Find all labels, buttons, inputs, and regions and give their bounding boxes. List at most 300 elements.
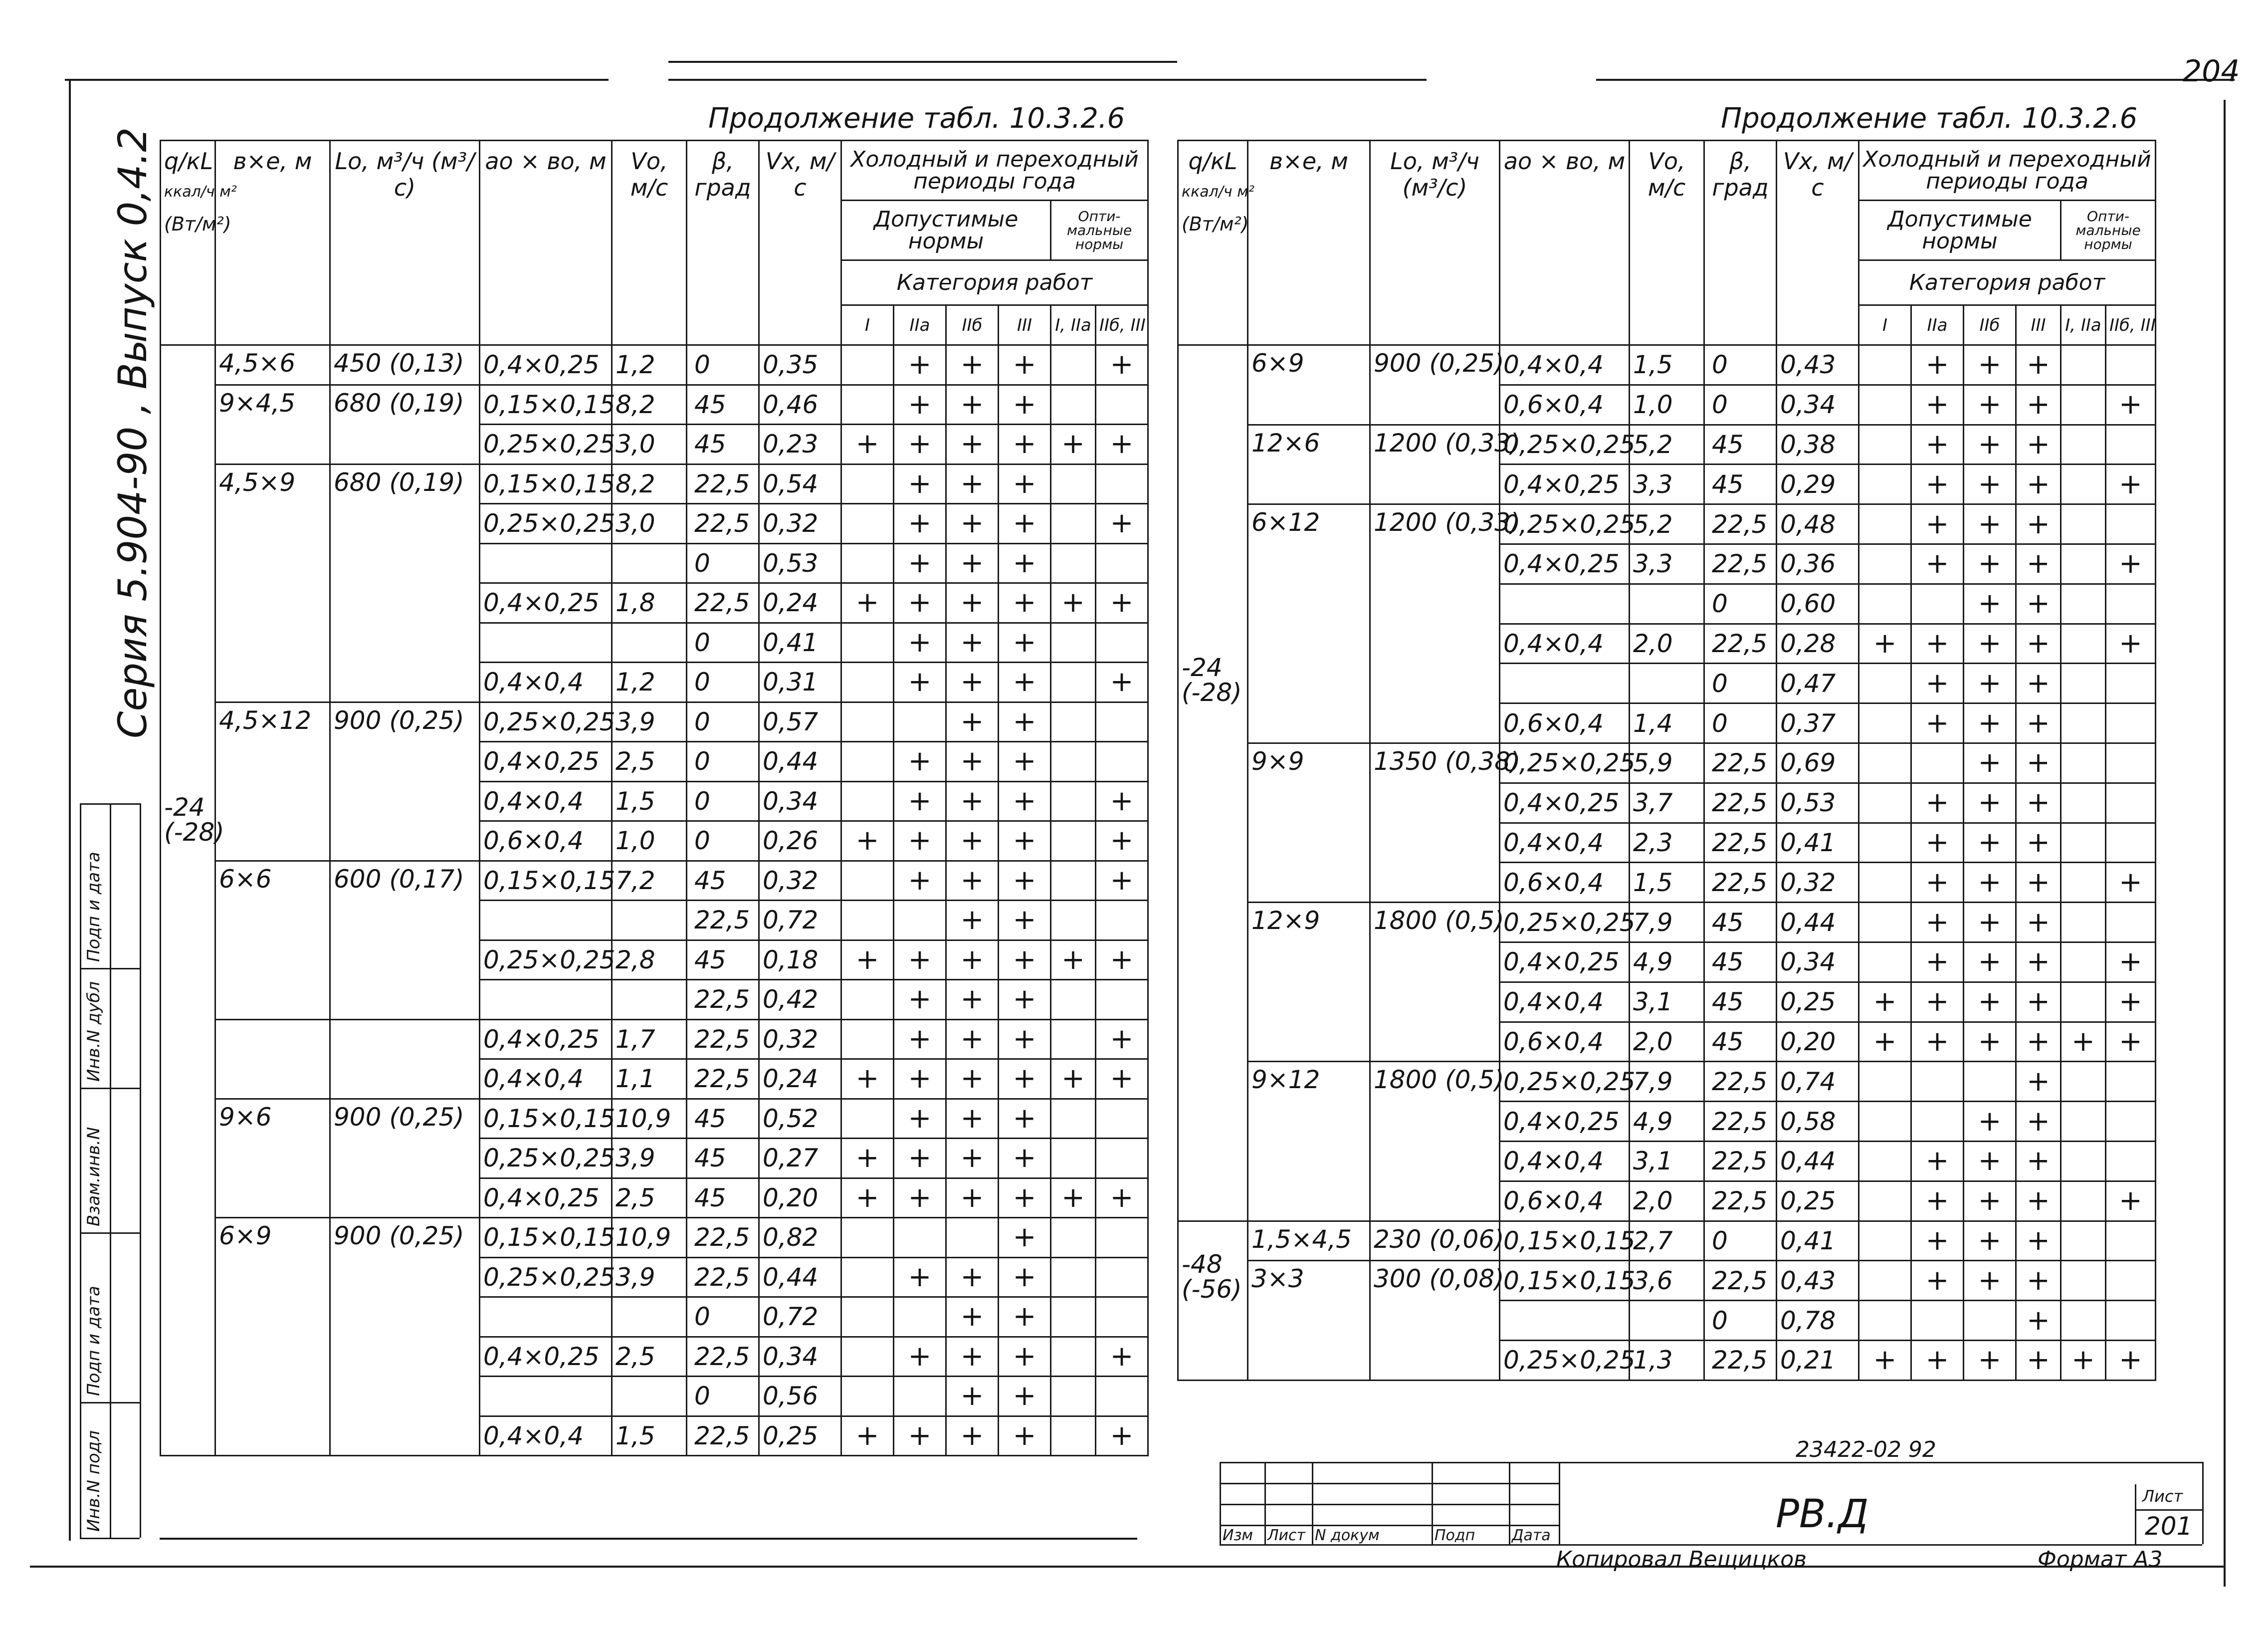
cell-mark [841,1257,894,1297]
cell-mark: + [1964,544,2016,584]
cell-beta: 22,5 [687,504,759,544]
cell-mark: + [1911,982,1964,1022]
cell-mark: + [999,1218,1051,1258]
cell-mark: + [2016,425,2061,465]
cell-vx: 0,34 [1777,942,1859,982]
header-vo: Vо, м/с [1630,141,1704,345]
header-category: Категория работ [841,260,1148,305]
cell-mark: + [1911,425,1964,465]
cell-mark [1859,1102,1911,1142]
cell-mark: + [1911,664,1964,703]
cell-mark: + [2016,664,2061,703]
cell-mark [1051,1297,1096,1337]
table-row [1178,504,2156,544]
cell-mark: + [1964,345,2016,385]
cell-beta: 22,5 [687,1416,759,1456]
cell-mark: + [999,663,1051,702]
cell-bxl: 9×6 [215,1099,330,1218]
cell-mark [841,980,894,1020]
header-cat-1: IIа [1911,305,1964,345]
cell-mark: + [1911,1340,1964,1380]
right-table [1177,140,2156,1381]
cell-vo: 1,5 [612,781,687,821]
cell-mark [1911,1062,1964,1102]
cell-vo: 2,5 [612,742,687,782]
cell-beta: 22,5 [1704,1261,1777,1301]
cell-beta: 0 [687,1377,759,1416]
cell-mark: + [2106,942,2156,982]
cell-mark [1859,1062,1911,1102]
cell-mark [1051,742,1096,782]
cell-bxl: 9×12 [1248,1062,1370,1221]
header-cat-0: I [1859,305,1911,345]
stamp-grid-col [1432,1462,1433,1544]
cell-beta: 22,5 [1704,1141,1777,1181]
cell-vx: 0,46 [759,385,841,425]
cell-mark: + [946,861,999,901]
cell-q-value-w: (-56) [1182,1274,1242,1304]
header-q-unit: ккал/ч м² [1182,183,1254,201]
cell-mark: + [946,425,999,465]
cell-mark: + [894,663,946,702]
cell-vo: 1,7 [612,1019,687,1059]
cell-mark: + [894,1416,946,1456]
cell-mark: + [1964,1261,2016,1301]
stamp-header-0: Изм [1223,1527,1253,1544]
table-row [1178,345,2156,385]
cell-mark [2106,1301,2156,1341]
cell-aobo: 0,6×0,4 [1500,385,1630,425]
table-row [1178,1062,2156,1102]
cell-vo: 1,1 [612,1059,687,1099]
cell-beta: 22,5 [1704,1102,1777,1142]
cell-mark: + [946,1416,999,1456]
cell-vo: 1,0 [1630,385,1704,425]
cell-vo: 3,1 [1630,1141,1704,1181]
header-aobo: ао × во, м [1500,141,1630,345]
cell-mark [841,901,894,940]
cell-mark [1051,1019,1096,1059]
header-optimal: Опти- мальные нормы [2061,201,2156,260]
cell-q-value: -48 [1182,1249,1223,1279]
cell-mark: + [1096,663,1148,702]
header-bxl: в×е, м [215,141,330,345]
cell-mark: + [1911,1221,1964,1261]
cell-mark [1859,1301,1911,1341]
cell-beta: 22,5 [1704,863,1777,903]
cell-beta: 0 [687,742,759,782]
cell-mark [2061,863,2106,903]
header-q-unit-w: (Вт/м²) [1182,213,1249,235]
cell-q-value-w: (-28) [1182,678,1242,707]
cell-mark: + [946,504,999,544]
cell-mark: + [2106,544,2156,584]
cell-vx: 0,72 [759,1297,841,1337]
cell-beta: 22,5 [687,980,759,1020]
cell-vo: 1,5 [612,1416,687,1456]
cell-mark [1859,942,1911,982]
cell-mark [841,1218,894,1258]
cell-mark: + [999,980,1051,1020]
cell-vo [612,1377,687,1416]
cell-bxl: 4,5×6 [215,345,330,385]
cell-mark: + [2106,863,2156,903]
cell-beta: 22,5 [687,1019,759,1059]
cell-mark: + [894,861,946,901]
cell-aobo: 0,4×0,4 [480,1059,612,1099]
cell-mark: + [2106,1181,2156,1221]
side-stamp-label: Подп и дата [84,852,104,962]
cell-mark: + [2016,1221,2061,1261]
side-stamp-label: Подп и дата [84,1286,104,1396]
cell-mark [1051,1257,1096,1297]
cell-vo: 4,9 [1630,1102,1704,1142]
cell-vx: 0,47 [1777,664,1859,703]
cell-aobo: 0,6×0,4 [1500,863,1630,903]
cell-beta: 0 [687,781,759,821]
cell-mark: + [1964,783,2016,823]
cell-beta: 45 [687,425,759,465]
sheet-label: Лист [2142,1487,2183,1506]
cell-mark: + [946,1257,999,1297]
cell-mark [1096,980,1148,1020]
cell-mark: + [999,1297,1051,1337]
cell-aobo [480,543,612,583]
cell-mark [841,663,894,702]
cell-vx: 0,29 [1777,465,1859,504]
cell-mark: + [1859,1340,1911,1380]
stamp-header-4: Дата [1512,1527,1551,1544]
cell-aobo: 0,4×0,4 [480,781,612,821]
cell-mark: + [1911,544,1964,584]
cell-q [1178,345,1248,1221]
cell-mark: + [1964,863,2016,903]
cell-mark: + [946,583,999,623]
cell-vo: 1,2 [612,345,687,385]
cell-aobo: 0,25×0,25 [1500,743,1630,783]
cell-mark: + [1964,703,2016,743]
cell-vo: 1,0 [612,821,687,861]
cell-beta: 45 [1704,465,1777,504]
cell-mark: + [946,464,999,504]
cell-aobo: 0,4×0,4 [1500,1141,1630,1181]
cell-vo: 2,7 [1630,1221,1704,1261]
table-row [1178,903,2156,942]
cell-q-value-w: (-28) [164,818,224,847]
cell-mark: + [999,1377,1051,1416]
side-stamp-label: Инв.N дубл [84,981,104,1082]
cell-vx: 0,20 [1777,1022,1859,1062]
cell-mark: + [894,1019,946,1059]
cell-aobo [480,1377,612,1416]
frame-bottom [30,1566,2225,1568]
cell-mark [1859,863,1911,903]
cell-mark [2106,743,2156,783]
side-stamp-label: Инв.N подл [84,1430,104,1532]
header-lo: Lо, м³/ч (м³/с) [1370,141,1500,345]
cell-mark [1096,464,1148,504]
cell-vx: 0,32 [759,1019,841,1059]
cell-vx: 0,74 [1777,1062,1859,1102]
cell-mark: + [2016,703,2061,743]
cell-lo: 600 (0,17) [330,861,480,1019]
cell-vo [1630,584,1704,624]
cell-mark: + [841,425,894,465]
cell-beta: 0 [687,623,759,663]
cell-mark: + [2106,1022,2156,1062]
cell-lo: 900 (0,25) [1370,345,1500,425]
cell-vx: 0,24 [759,583,841,623]
cell-mark: + [1096,821,1148,861]
cell-mark: + [946,623,999,663]
cell-mark: + [999,861,1051,901]
cell-mark: + [894,1059,946,1099]
cell-mark: + [2016,743,2061,783]
cell-beta: 0 [687,702,759,742]
cell-vo [612,980,687,1020]
cell-beta: 0 [1704,1301,1777,1341]
cell-mark [1051,663,1096,702]
cell-mark: + [841,821,894,861]
cell-aobo: 0,25×0,25 [1500,1062,1630,1102]
cell-mark: + [1911,1141,1964,1181]
cell-mark: + [999,940,1051,980]
cell-lo: 300 (0,08) [1370,1261,1500,1380]
cell-mark [2061,465,2106,504]
cell-mark [1051,623,1096,663]
header-vx: Vх, м/с [759,141,841,345]
cell-mark: + [946,1337,999,1377]
cell-mark [2061,942,2106,982]
cell-mark [1096,702,1148,742]
cell-beta: 45 [687,1178,759,1218]
cell-bxl: 12×6 [1248,425,1370,504]
cell-mark [841,702,894,742]
cell-vx: 0,48 [1777,504,1859,544]
cell-mark: + [2016,544,2061,584]
cell-beta: 0 [1704,703,1777,743]
cell-aobo [480,901,612,940]
cell-beta: 45 [1704,425,1777,465]
table-row [1178,743,2156,783]
cell-mark [1096,901,1148,940]
cell-mark [1911,584,1964,624]
cell-mark: + [1964,385,2016,425]
cell-mark: + [946,1019,999,1059]
cell-vo: 1,8 [612,583,687,623]
cell-vo: 3,0 [612,425,687,465]
stamp-grid-line [1220,1525,1559,1526]
frame-top-line-d [1596,79,2235,81]
cell-mark [2061,1062,2106,1102]
cell-mark: + [1051,583,1096,623]
cell-mark: + [841,583,894,623]
cell-mark [841,385,894,425]
cell-mark: + [2016,783,2061,823]
cell-mark [1859,1181,1911,1221]
cell-mark: + [2016,1301,2061,1341]
header-q [1178,141,1254,345]
cell-mark: + [894,821,946,861]
cell-aobo: 0,15×0,15 [480,1218,612,1258]
side-stamp-label: Взам.инв.N [84,1127,104,1226]
cell-vx: 0,41 [759,623,841,663]
header-optimal: Опти- мальные нормы [1051,201,1148,260]
cell-vx: 0,60 [1777,584,1859,624]
cell-mark: + [2061,1340,2106,1380]
header-cat-1: IIа [894,305,946,345]
cell-mark: + [894,623,946,663]
series-label: Серия 5.904-90 , Выпуск 0,4.2 [111,127,156,738]
cell-mark: + [999,425,1051,465]
cell-mark: + [1096,425,1148,465]
cell-mark: + [1964,823,2016,863]
cell-mark: + [946,1059,999,1099]
cell-mark: + [1911,1181,1964,1221]
cell-mark [1051,464,1096,504]
cell-vx: 0,69 [1777,743,1859,783]
header-q-unit-w: (Вт/м²) [164,213,231,235]
cell-aobo: 0,4×0,25 [1500,465,1630,504]
cell-vx: 0,28 [1777,624,1859,664]
header-category: Категория работ [1859,260,2156,305]
stamp-header-3: Подп [1435,1527,1475,1544]
cell-vo: 10,9 [612,1099,687,1139]
side-stamp-divider [80,1538,140,1539]
cell-mark: + [1964,743,2016,783]
header-allowed: Допустимые нормы [841,201,1051,260]
cell-mark: + [999,464,1051,504]
cell-mark: + [2106,624,2156,664]
cell-mark [1859,743,1911,783]
cell-vo: 5,2 [1630,425,1704,465]
header-period: Холодный и переходный периоды года [841,141,1148,201]
header-cat-4: I, IIа [2061,305,2106,345]
cell-beta: 45 [1704,982,1777,1022]
cell-vx: 0,32 [759,861,841,901]
cell-mark: + [894,1257,946,1297]
cell-aobo [480,623,612,663]
cell-mark: + [2016,863,2061,903]
cell-vx: 0,56 [759,1377,841,1416]
side-stamp-divider [80,803,140,805]
cell-mark: + [1964,465,2016,504]
cell-mark [1859,544,1911,584]
cell-mark: + [946,980,999,1020]
cell-beta: 22,5 [687,1059,759,1099]
cell-mark [841,1377,894,1416]
cell-mark: + [2106,465,2156,504]
stamp-grid-col [1312,1462,1313,1544]
cell-mark: + [1911,504,1964,544]
cell-vo: 5,9 [1630,743,1704,783]
cell-mark: + [1911,385,1964,425]
cell-lo: 1800 (0,5) [1370,903,1500,1062]
left-table-base [160,1538,1137,1540]
cell-mark [1859,903,1911,942]
cell-mark: + [946,543,999,583]
cell-vo: 3,6 [1630,1261,1704,1301]
cell-beta: 22,5 [1704,544,1777,584]
cell-mark: + [999,1416,1051,1456]
cell-mark: + [1096,1019,1148,1059]
cell-mark: + [1911,1261,1964,1301]
cell-mark [841,543,894,583]
cell-aobo: 0,6×0,4 [1500,703,1630,743]
cell-mark: + [999,702,1051,742]
cell-vo: 3,0 [612,504,687,544]
cell-mark [2061,624,2106,664]
cell-mark [1859,664,1911,703]
cell-mark [1964,1301,2016,1341]
cell-beta: 22,5 [1704,1181,1777,1221]
cell-mark: + [1964,1102,2016,1142]
cell-mark [2106,1261,2156,1301]
cell-mark [1051,702,1096,742]
header-q-symbol: q/кL [1188,148,1237,175]
cell-mark: + [1096,940,1148,980]
cell-mark [1911,1102,1964,1142]
cell-aobo: 0,15×0,15 [1500,1221,1630,1261]
cell-mark [1051,821,1096,861]
header-cat-5: IIб, III [1096,305,1148,345]
cell-beta: 22,5 [687,1257,759,1297]
cell-mark: + [1096,1178,1148,1218]
header-cat-3: III [999,305,1051,345]
cell-beta: 0 [1704,385,1777,425]
cell-mark: + [1096,1059,1148,1099]
cell-vx: 0,34 [1777,385,1859,425]
cell-mark: + [999,543,1051,583]
cell-mark: + [894,1337,946,1377]
cell-mark [1096,742,1148,782]
stamp-grid-col [1264,1462,1266,1544]
cell-mark [2061,544,2106,584]
cell-mark: + [1096,583,1148,623]
cell-mark: + [946,1178,999,1218]
sheet-value: 201 [2145,1512,2193,1541]
cell-vo: 5,2 [1630,504,1704,544]
cell-mark: + [894,464,946,504]
cell-bxl: 3×3 [1248,1261,1370,1380]
cell-vx: 0,57 [759,702,841,742]
cell-mark [1096,1377,1148,1416]
cell-bxl: 6×6 [215,861,330,1019]
cell-beta: 0 [687,345,759,385]
cell-mark: + [894,504,946,544]
cell-aobo: 0,4×0,25 [1500,942,1630,982]
cell-mark: + [946,702,999,742]
cell-vo: 1,5 [1630,345,1704,385]
cell-aobo: 0,25×0,25 [480,1139,612,1178]
side-stamp-divider [80,1088,140,1089]
cell-aobo: 0,25×0,25 [480,1257,612,1297]
cell-aobo: 0,4×0,25 [480,583,612,623]
cell-mark [2106,504,2156,544]
frame-top-line-b [668,61,1177,63]
cell-vx: 0,53 [759,543,841,583]
cell-vx: 0,52 [759,1099,841,1139]
cell-mark [1051,1218,1096,1258]
stamp-grid-line [1220,1504,1559,1505]
cell-beta: 22,5 [687,1218,759,1258]
cell-mark: + [999,623,1051,663]
cell-mark [841,1337,894,1377]
cell-vo: 4,9 [1630,942,1704,982]
cell-mark: + [946,1377,999,1416]
cell-mark: + [2016,903,2061,942]
cell-mark [1859,584,1911,624]
